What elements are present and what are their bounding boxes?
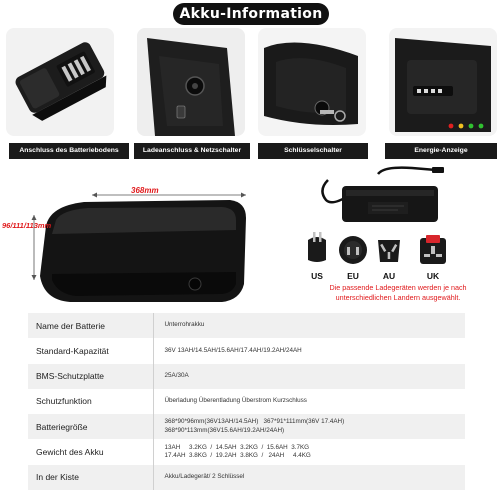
spec-row	[28, 465, 465, 490]
charger-note	[296, 283, 500, 303]
spec-value	[153, 338, 465, 363]
spec-row	[28, 389, 465, 414]
spec-value	[153, 439, 465, 464]
spec-row	[28, 313, 465, 338]
key-switch-photo	[258, 28, 366, 136]
spec-row	[28, 338, 465, 363]
eu-plug-label: EU	[347, 271, 359, 281]
spec-value	[153, 389, 465, 414]
spec-value-line: 17.4AH 3.8KG / 19.2AH 3.8KG / 24AH 4.4KG	[164, 452, 311, 460]
spec-row	[28, 364, 465, 389]
spec-value-line: 13AH 3.2KG / 14.5AH 3.2KG / 15.6AH 3.7KG	[164, 443, 310, 451]
spec-value-line: 25A/30A	[164, 371, 189, 379]
battery-length-label: 368mm	[131, 186, 159, 195]
uk-plug-icon	[416, 232, 450, 266]
charger-note-line-1: Die passende Ladegeräten werden je nach	[329, 283, 467, 292]
spec-key: In der Kiste	[28, 465, 153, 490]
charger-image	[318, 166, 460, 228]
spec-value	[153, 313, 465, 338]
spec-value-line: 36V 13AH/14.5AH/15.6AH/17.4AH/19.2AH/24AH	[164, 346, 302, 354]
spec-value	[153, 414, 465, 439]
spec-value	[153, 465, 465, 490]
us-plug-icon	[300, 232, 334, 266]
au-plug-label: AU	[382, 271, 396, 281]
spec-row	[28, 414, 465, 439]
us-plug-label: US	[311, 271, 323, 281]
eu-plug-icon	[336, 232, 370, 266]
spec-key: Name der Batterie	[28, 313, 153, 338]
spec-key: BMS-Schutzplatte	[28, 364, 153, 389]
battery-pack-image	[0, 180, 260, 310]
spec-table	[28, 313, 465, 490]
spec-value-line: 368*90*96mm(36V13AH/14.5AH) 367*91*111mm(36V 17.4AH)	[164, 418, 345, 426]
spec-value	[153, 364, 465, 389]
spec-value-line: Unterrohrakku	[164, 321, 205, 329]
page-title: Akku-Information	[173, 3, 329, 25]
spec-value-line: Überladung Überentladung Überstrom Kurzschluss	[164, 397, 307, 405]
caption-charge-port: Ladeanschluss & Netzschalter	[134, 143, 250, 159]
uk-plug-label: UK	[426, 271, 440, 281]
energy-indicator-photo	[389, 28, 497, 136]
battery-height-label: 96/111/113mm	[2, 221, 52, 230]
battery-bottom-connector-photo	[6, 28, 114, 136]
spec-key: Schutzfunktion	[28, 389, 153, 414]
spec-value-line: Akku/Ladegerät/ 2 Schlüssel	[164, 473, 245, 481]
spec-row	[28, 439, 465, 464]
caption-energy-indicator: Energie-Anzeige	[385, 143, 497, 159]
caption-key-switch: Schlüsselschalter	[258, 143, 368, 159]
spec-key: Standard-Kapazität	[28, 338, 153, 363]
spec-key: Batteriegröße	[28, 414, 153, 439]
spec-value-line: 368*90*113mm(36V15.6AH/19.2AH/24AH)	[164, 426, 285, 434]
au-plug-icon	[372, 232, 406, 266]
charger-note-line-2: unterschiedlichen Landern ausgewählt.	[335, 293, 461, 302]
spec-key: Gewicht des Akku	[28, 439, 153, 464]
caption-battery-bottom: Anschluss des Batteriebodens	[9, 143, 129, 159]
charge-port-photo	[137, 28, 245, 136]
